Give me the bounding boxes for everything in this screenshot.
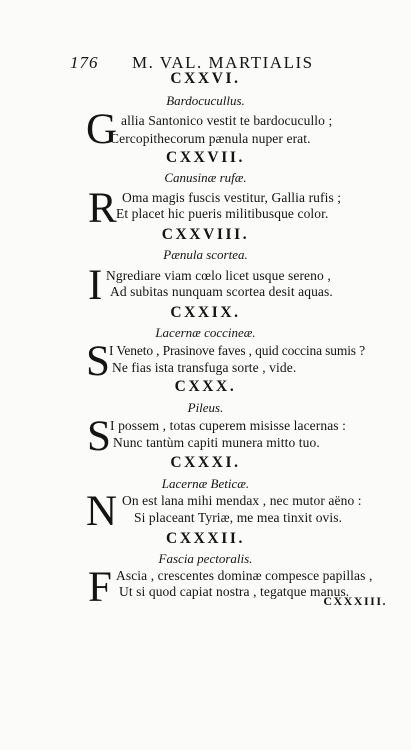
verse-line: On est lana mihi mendax , nec mutor aëno : — [122, 493, 362, 508]
epigram-number: CXXIX. — [170, 304, 241, 321]
drop-cap: G — [86, 106, 118, 153]
epigram-number: CXXVII. — [166, 149, 245, 166]
epigram-number: CXXX. — [174, 378, 237, 395]
epigram-title: Fascia pectoralis. — [158, 551, 253, 566]
epigram-title: Bardocucullus. — [166, 93, 245, 108]
verse-line: Cercopithecorum pænula nuper erat. — [110, 131, 311, 146]
drop-cap: S — [87, 413, 111, 460]
verse-line: Nunc tantùm capiti munera mitto tuo. — [113, 435, 320, 450]
verse-line: I Veneto , Prasinove faves , quid coccina sumis ? — [109, 343, 365, 358]
verse-line: Et placet hic pueris militibusque color. — [116, 206, 329, 221]
epigram-title: Lacernæ coccineæ. — [155, 325, 256, 340]
drop-cap: S — [86, 338, 110, 385]
drop-cap: I — [88, 262, 103, 309]
verse-line: Oma magis fuscis vestitur, Gallia rufis ; — [122, 190, 342, 205]
epigram-title: Pænula scortea. — [163, 247, 248, 262]
verse-line: Si placeant Tyriæ, me mea tinxit ovis. — [134, 510, 343, 525]
verse-line: Ad subitas nunquam scortea desit aquas. — [110, 284, 333, 299]
drop-cap: N — [86, 488, 118, 535]
drop-cap: R — [88, 185, 117, 232]
verse-line: Ut si quod capiat nostra , tegatque manus. — [119, 584, 350, 599]
running-title: M. VAL. MARTIALIS — [132, 53, 314, 72]
epigram-title: Lacernæ Beticæ. — [161, 476, 250, 491]
verse-line: allia Santonico vestit te bardocucullo ; — [121, 113, 333, 128]
epigram-number: CXXXII. — [166, 530, 245, 547]
verse-line: I possem , totas cuperem misisse lacernas : — [110, 418, 346, 433]
epigram-number: CXXXI. — [170, 454, 241, 471]
verse-line: Ascia , crescentes dominæ compesce papillas , — [116, 568, 373, 583]
epigram-number: CXXVI. — [170, 70, 241, 87]
epigram-title: Canusinæ rufæ. — [164, 170, 247, 185]
verse-line: Ngrediare viam cœlo licet usque sereno , — [106, 268, 331, 283]
epigram-number: CXXVIII. — [161, 226, 250, 243]
drop-cap: F — [88, 564, 112, 611]
page-number: 176 — [70, 53, 99, 72]
verse-line: Ne fias ista transfuga sorte , vide. — [112, 360, 297, 375]
epigram-title: Pileus. — [187, 400, 224, 415]
catchword: CXXXIII. — [323, 594, 387, 608]
